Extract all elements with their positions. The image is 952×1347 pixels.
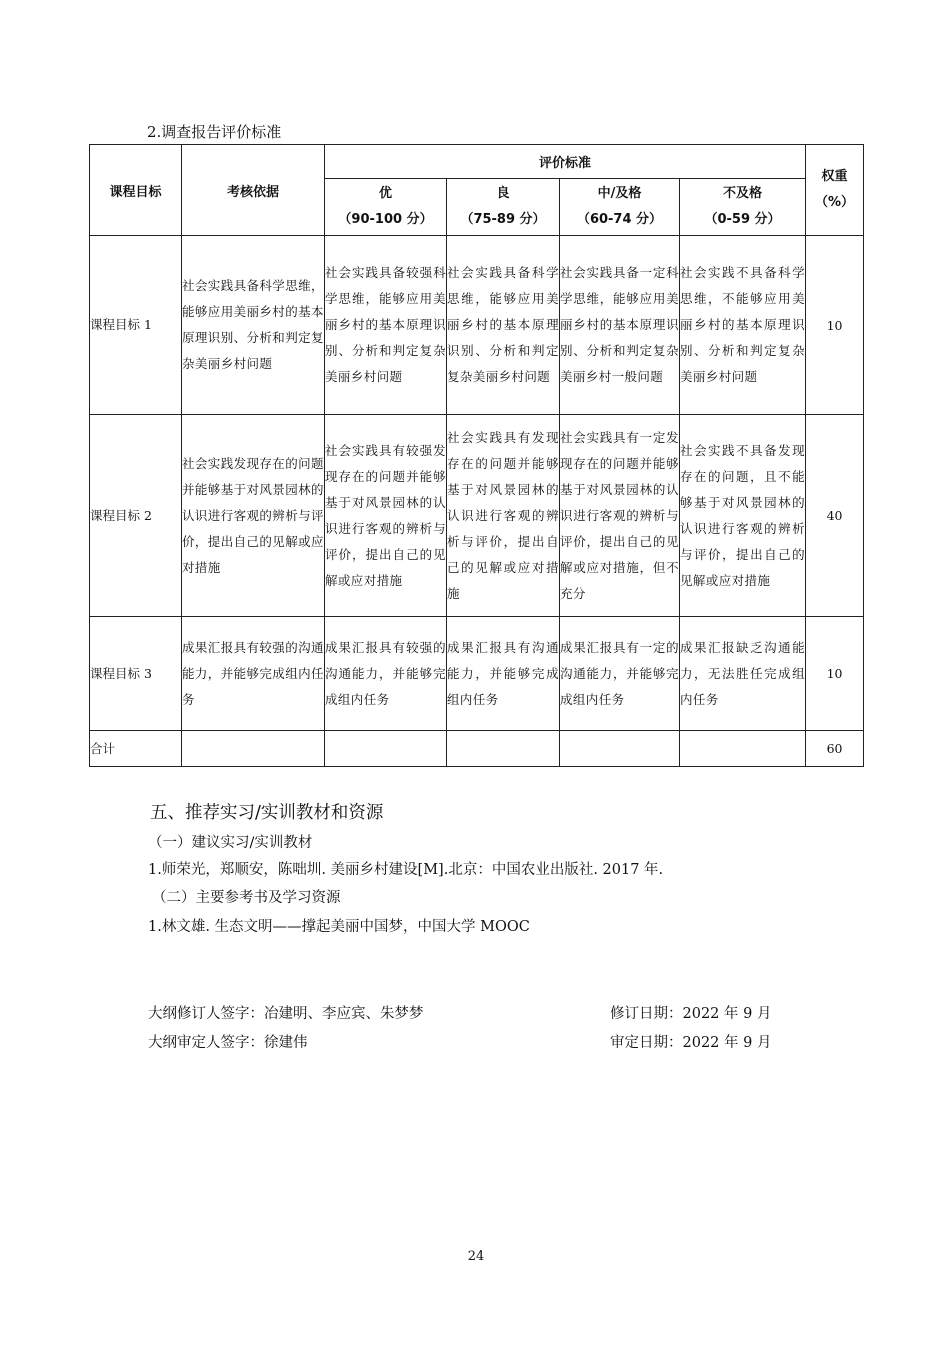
empty-cell [182, 731, 325, 767]
basis-cell: 成果汇报具有较强的沟通能力，并能够完成组内任务 [182, 617, 325, 731]
level-name: 良 [496, 186, 510, 201]
subsection-title-2: （二）主要参考书及学习资源 [152, 890, 341, 906]
total-label: 合计 [90, 731, 182, 767]
reference-1: 1.师荣光，郑顺安，陈咄圳. 美丽乡村建设[M].北京：中国农业出版社. 2017 年. [148, 862, 664, 878]
header-level-pass [560, 179, 680, 236]
header-weight-unit: （%） [815, 195, 855, 210]
evaluation-table [89, 144, 864, 767]
reference-2: 1.林文雄. 生态文明——撑起美丽中国梦，中国大学 MOOC [148, 919, 530, 935]
pass-cell: 成果汇报具有一定的沟通能力，并能够完成组内任务 [560, 617, 680, 731]
basis-cell: 社会实践具备科学思维，能够应用美丽乡村的基本原理识别、分析和判定复杂美丽乡村问题 [182, 236, 325, 415]
table-caption: 2.调查报告评价标准 [147, 123, 282, 141]
header-basis: 考核依据 [182, 145, 325, 236]
empty-cell [447, 731, 560, 767]
page-number: 24 [467, 1249, 485, 1264]
header-level-excellent [325, 179, 447, 236]
level-name: 中/及格 [597, 186, 642, 201]
excellent-cell: 社会实践具有较强发现存在的问题并能够基于对风景园林的认识进行客观的辨析与评价，提出自己的见解或应对措施 [325, 415, 447, 617]
table-row [90, 415, 864, 617]
header-standard: 评价标准 [325, 145, 806, 179]
header-weight [806, 145, 864, 236]
goal-cell: 课程目标 2 [90, 415, 182, 617]
weight-cell: 10 [806, 617, 864, 731]
level-range: （90-100 分） [338, 212, 433, 227]
empty-cell [680, 731, 806, 767]
fail-cell: 社会实践不具备科学思维，不能够应用美丽乡村的基本原理识别、分析和判定复杂美丽乡村问题 [680, 236, 806, 415]
header-goal: 课程目标 [90, 145, 182, 236]
revise-date: 修订日期：2022 年 9 月 [610, 1006, 772, 1022]
pass-cell: 社会实践具备一定科学思维，能够应用美丽乡村的基本原理识别、分析和判定复杂美丽乡村一般问题 [560, 236, 680, 415]
level-range: （0-59 分） [704, 212, 781, 227]
table-row [90, 617, 864, 731]
total-weight: 60 [806, 731, 864, 767]
empty-cell [560, 731, 680, 767]
approver-signature: 大纲审定人签字：徐建伟 [148, 1035, 308, 1051]
pass-cell: 社会实践具有一定发现存在的问题并能够基于对风景园林的认识进行客观的辨析与评价，提出自己的见解或应对措施，但不充分 [560, 415, 680, 617]
excellent-cell: 成果汇报具有较强的沟通能力，并能够完成组内任务 [325, 617, 447, 731]
goal-cell: 课程目标 3 [90, 617, 182, 731]
good-cell: 社会实践具有发现存在的问题并能够基于对风景园林的认识进行客观的辨析与评价，提出自己的见解或应对措施 [447, 415, 560, 617]
table-header-row [90, 145, 864, 179]
goal-cell: 课程目标 1 [90, 236, 182, 415]
excellent-cell: 社会实践具备较强科学思维，能够应用美丽乡村的基本原理识别、分析和判定复杂美丽乡村问题 [325, 236, 447, 415]
header-level-good [447, 179, 560, 236]
level-name: 不及格 [723, 186, 763, 201]
subsection-title-1: （一）建议实习/实训教材 [148, 835, 313, 851]
empty-cell [325, 731, 447, 767]
good-cell: 成果汇报具有沟通能力，并能够完成组内任务 [447, 617, 560, 731]
section-title: 五、推荐实习/实训教材和资源 [150, 803, 384, 823]
fail-cell: 社会实践不具备发现存在的问题，且不能够基于对风景园林的认识进行客观的辨析与评价，提出自己的见解或应对措施 [680, 415, 806, 617]
level-name: 优 [378, 186, 392, 201]
level-range: （75-89 分） [460, 212, 546, 227]
good-cell: 社会实践具备科学思维，能够应用美丽乡村的基本原理识别、分析和判定复杂美丽乡村问题 [447, 236, 560, 415]
fail-cell: 成果汇报缺乏沟通能力，无法胜任完成组内任务 [680, 617, 806, 731]
reviser-signature: 大纲修订人签字：冶建明、李应宾、朱梦梦 [148, 1006, 424, 1022]
approve-date: 审定日期：2022 年 9 月 [610, 1035, 772, 1051]
table-row [90, 236, 864, 415]
table-total-row [90, 731, 864, 767]
header-weight-label: 权重 [821, 169, 848, 184]
weight-cell: 10 [806, 236, 864, 415]
header-level-fail [680, 179, 806, 236]
weight-cell: 40 [806, 415, 864, 617]
level-range: （60-74 分） [576, 212, 663, 227]
basis-cell: 社会实践发现存在的问题并能够基于对风景园林的认识进行客观的辨析与评价，提出自己的见解或应对措施 [182, 415, 325, 617]
